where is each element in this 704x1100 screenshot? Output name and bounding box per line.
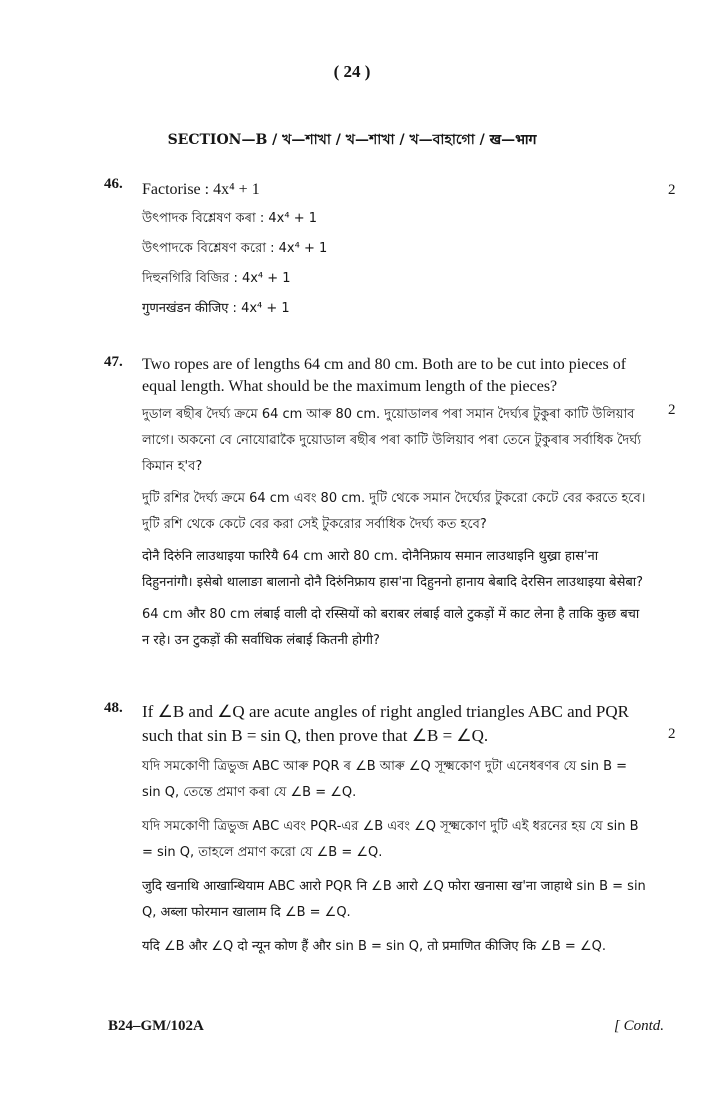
question-48: [104, 700, 648, 960]
question-text-english: Two ropes are of lengths 64 cm and 80 cm. Both are to be cut into pieces of equal length. What should be the maximum length of the pieces?: [142, 356, 627, 395]
question-text-hindi: 64 cm और 80 cm लंबाई वाली दो रस्सियों को बराबर लंबाई वाले टुकड़ों में काट लेना है ताकि कुछ बचा न रहे। उन टुकड़ों की सर्वाधिक लंबाई कितनी होगी?: [142, 607, 640, 648]
question-text-assamese: উৎপাদক বিশ্লেষণ কৰা : 4x⁴ + 1: [142, 211, 317, 226]
question-text-assamese: যদি সমকোণী ত্ৰিভুজ ABC আৰু PQR ৰ ∠B আৰু ∠Q সূক্ষ্মকোণ দুটা এনেধৰণৰ যে sin B = sin Q, তেন্তে প্ৰমাণ কৰা যে ∠B = ∠Q.: [142, 759, 628, 800]
question-text-assamese: দুডাল ৰছীৰ দৈৰ্ঘ্য ক্ৰমে 64 cm আৰু 80 cm. দুয়োডালৰ পৰা সমান দৈৰ্ঘ্যৰ টুকুৰা কাটি উলিয়াব লাগে। অকনো বে নোযোৱাকৈ দুয়োডাল ৰছীৰ পৰা কাটি উলিয়াব পৰা তেনে টুকুৰাৰ সৰ্বাধিক দৈৰ্ঘ্য কিমান হ'ব?: [142, 407, 642, 474]
question-47: [104, 354, 648, 654]
question-text-bengali: উৎপাদকে বিশ্লেষণ করো : 4x⁴ + 1: [142, 241, 328, 256]
question-text-bodo: जुदि खनाथि आखान्थियाम ABC आरो PQR नि ∠B आरो ∠Q फोरा खनासा ख'ना जाहाथे sin B = sin Q, अब्ला फोरमान खालाम दि ∠B = ∠Q.: [142, 879, 646, 920]
question-text-english: Factorise : 4x⁴ + 1: [142, 181, 260, 198]
paper-code: B24–GM/102A: [108, 1018, 204, 1034]
page-number: ( 24 ): [333, 62, 371, 81]
question-text-bengali: যদি সমকোণী ত্রিভুজ ABC এবং PQR-এর ∠B এবং ∠Q সূক্ষ্মকোণ দুটি এই ধরনের হয় যে sin B = sin Q, তাহলে প্রমাণ করো যে ∠B = ∠Q.: [142, 819, 639, 860]
question-46: [104, 176, 648, 324]
question-text-english: If ∠B and ∠Q are acute angles of right angled triangles ABC and PQR such that sin B = sin Q, then prove that ∠B = ∠Q.: [142, 702, 630, 745]
marks-46: 2: [668, 182, 676, 198]
continued-label: [ Contd.: [614, 1018, 665, 1034]
question-text-bengali: দুটি রশির দৈর্ঘ্য ক্রমে 64 cm এবং 80 cm. দুটি থেকে সমান দৈর্ঘ্যের টুকরো কেটে বের করতে হবে। দুটি রশি থেকে কেটে বের করা সেই টুকরোর সর্বাধিক দৈর্ঘ্য কত হবে?: [142, 491, 646, 532]
section-heading: SECTION—B / খ—শাখা / খ—শাখা / খ—বাহাগো / ख—भाग: [167, 132, 537, 148]
marks-47: 2: [668, 402, 676, 418]
question-text-hindi: यदि ∠B और ∠Q दो न्यून कोण हैं और sin B = sin Q, तो प्रमाणित कीजिए कि ∠B = ∠Q.: [142, 939, 606, 954]
question-text-bodo: দিহুনগিরি বিজির : 4x⁴ + 1: [142, 271, 291, 286]
question-number: 46.: [104, 176, 123, 192]
question-text-bodo: दोनै दिरुंनि लाउथाइया फारियै 64 cm आरो 80 cm. दोनैनिफ्राय समान लाउथाइनि थुख्रा हास'ना दिहुननांगौ। इसेबो थालाङा बालानो दोनै दिरुंनिफ्राय हास'ना दिहुननो हानाय बेबादि देरसिन लाउथाइया बेसेबा?: [142, 549, 644, 590]
marks-48: 2: [668, 726, 676, 742]
question-text-hindi: गुणनखंडन कीजिए : 4x⁴ + 1: [142, 301, 290, 316]
question-number: 47.: [104, 354, 123, 370]
question-number: 48.: [104, 700, 123, 716]
